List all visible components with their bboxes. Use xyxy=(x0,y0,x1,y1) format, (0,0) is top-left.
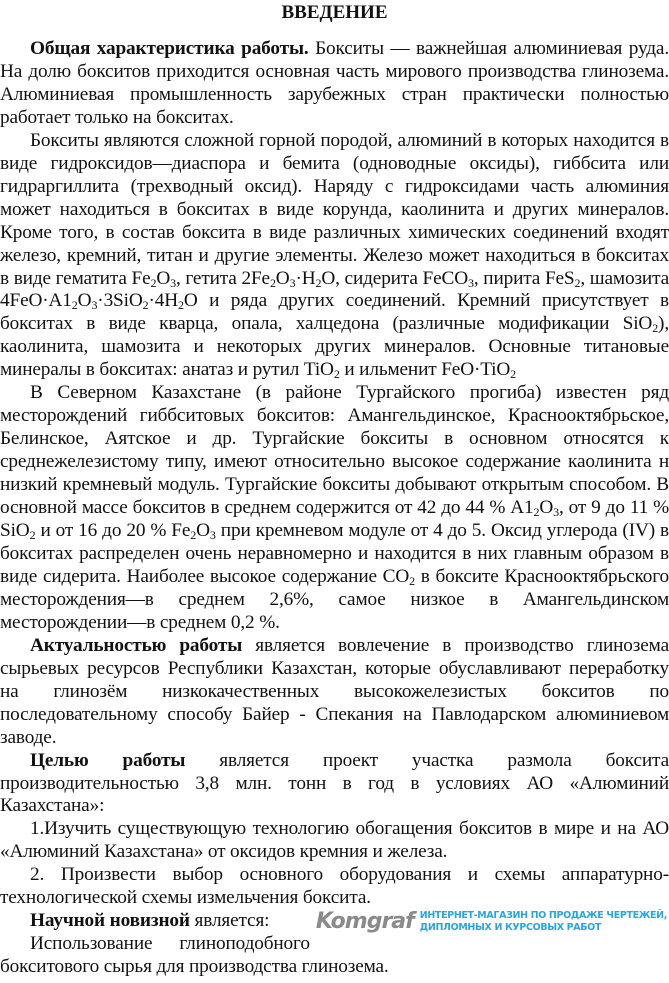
text-run: является проект участка размола боксита производительностью 3,8 млн. тонн в год в условиях АО «Алюминий Казахстана»: xyxy=(0,749,669,817)
text-run: , пирита FeS xyxy=(473,267,575,289)
subscript: 2 xyxy=(269,275,276,290)
document-body xyxy=(0,38,669,979)
text-run: , гетита 2Fe xyxy=(176,267,270,289)
watermark-caption xyxy=(420,910,667,933)
subscript: 2 xyxy=(333,367,340,382)
subscript: 2 xyxy=(178,298,184,313)
text-run: ·3SiO xyxy=(97,290,143,312)
paragraph xyxy=(0,130,669,382)
text-run: O xyxy=(77,290,92,312)
bold-lead: Актуальностью работы xyxy=(30,634,243,656)
text-run: O xyxy=(539,497,554,519)
subscript: 2 xyxy=(510,367,517,382)
subscript: 3 xyxy=(91,298,98,313)
text-run: O и ряда других соединений. Кремний присутствует в бокситах в виде кварца, опала, халцедона (различные модификации SiO xyxy=(0,290,669,335)
text-run: и ильменит FeO·TiO xyxy=(339,359,511,381)
subscript: 2 xyxy=(150,275,157,290)
subscript: 2 xyxy=(533,505,540,520)
text-run: В Северном Казахстане (в районе Тургайского прогиба) известен ряд месторождений гиббситовых бокситов: Амангельдинское, Краснооктябрьское, Белинское, Аятское и др. Тургайские бокситы в основном относятся к среднежелезистому типу, имеют относительно высокое содержание каолинита н низкий кремневый модуль. Тургайские бокситы добывают открытым способом. В основной массе бокситов в среднем содержится от 42 до 44 % A1 xyxy=(0,382,669,519)
text-run: Бокситы — важнейшая алюминиевая руда. На долю бокситов приходится основная часть мирового производства глинозема. Алюминиевая промышленность зарубежных стран практически полностью работает только на бокситах. xyxy=(0,38,669,128)
text-run: и от 16 до 20 % Fe xyxy=(35,520,191,542)
paragraph xyxy=(0,382,669,634)
page-title: ВВЕДЕНИЕ xyxy=(281,2,388,23)
bold-lead: Научной новизной xyxy=(30,910,190,932)
text-run: 2. Произвести выбор основного оборудования и схемы аппаратурно-технологической схемы измельчения боксита. xyxy=(0,864,669,909)
subscript: 2 xyxy=(142,298,149,313)
text-run: является: xyxy=(189,910,270,932)
text-run: Бокситы являются сложной горной породой, алюминий в которых находится в виде гидроксидов—диаспора и бемита (одноводные оксиды), гиббсита или гидраргиллита (трехводный оксид). Наряду с гидроксидами часть алюминия может находиться в бокситах в виде корунда, каолинита и других минералов. Кроме того, в состав боксита в виде различных химических соединений входят железо, кремний, титан и другие элементы. Железо может находиться в бокситах в виде гематита Fe xyxy=(0,129,669,289)
text-run: ·4H xyxy=(148,290,179,312)
text-run: ·H xyxy=(295,267,316,289)
subscript: 2 xyxy=(574,275,581,290)
subscript: 2 xyxy=(29,528,36,543)
subscript: 3 xyxy=(209,528,216,543)
watermark-line-1: ИНТЕРНЕТ-МАГАЗИН ПО ПРОДАЖЕ ЧЕРТЕЖЕЙ, xyxy=(419,910,667,922)
text-run: является вовлечение в производство глинозема сырьевых ресурсов Республики Казахстан, которые обуславливают переработку на глинозём низкокачественных высокожелезистых бокситов по последовательному способу Байер - Спекания на Павлодарском алюминиевом заводе. xyxy=(0,634,669,748)
text-run: O xyxy=(275,267,290,289)
watermark-line-2: ДИПЛОМНЫХ И КУРСОВЫХ РАБОТ xyxy=(419,921,602,933)
paragraph xyxy=(0,635,669,750)
text-run: при кремневом модуле от 4 до 5. Оксид углерода (IV) в бокситах распределен очень неравномерно и находится в них главным образом в виде сидерита. Наиболее высокое содержание CO xyxy=(0,520,669,587)
text-run: 1.Изучить существующую технологию обогащения бокситов в мире и на АО «Алюминий Казахстана» от оксидов кремния и железа. xyxy=(0,818,669,863)
subscript: 3 xyxy=(468,275,474,290)
paragraph xyxy=(0,750,669,819)
text-run: в боксите Краснооктябрьского месторождения—в среднем 2,6%, самое низкое в Амангельдинском месторождении—в среднем 0,2 %. xyxy=(0,565,669,633)
text-run: , от 9 до 11 % SiO xyxy=(0,497,669,542)
subscript: 2 xyxy=(190,528,197,543)
bold-lead: Целью работы xyxy=(30,749,186,771)
watermark-logo: Komgraf xyxy=(315,909,414,935)
subscript: 2 xyxy=(409,573,416,588)
subscript: 3 xyxy=(553,505,559,520)
text-run: Использование глиноподобного бокситового сырья для производства глинозема. xyxy=(0,933,389,978)
text-run: ), каолинита, шамозита и некоторых других минералов. Основные титановые минералы в бокситах: анатаз и рутил TiO xyxy=(0,313,669,381)
paragraph xyxy=(0,933,669,979)
subscript: 2 xyxy=(71,298,78,313)
watermark xyxy=(316,910,667,933)
paragraph xyxy=(0,910,669,933)
bold-lead: Общая характеристика работы. xyxy=(30,38,309,59)
text-run: O xyxy=(196,520,210,542)
text-run: O, сидерита FeCO xyxy=(321,267,468,289)
paragraph xyxy=(0,864,669,910)
subscript: 2 xyxy=(652,321,659,336)
subscript: 3 xyxy=(170,275,176,290)
subscript: 3 xyxy=(289,275,296,290)
subscript: 2 xyxy=(315,275,322,290)
paragraph xyxy=(0,818,669,864)
text-run: O xyxy=(156,267,171,289)
text-run: , шамозита 4FeO·A1 xyxy=(0,267,669,312)
paragraph xyxy=(0,38,669,130)
